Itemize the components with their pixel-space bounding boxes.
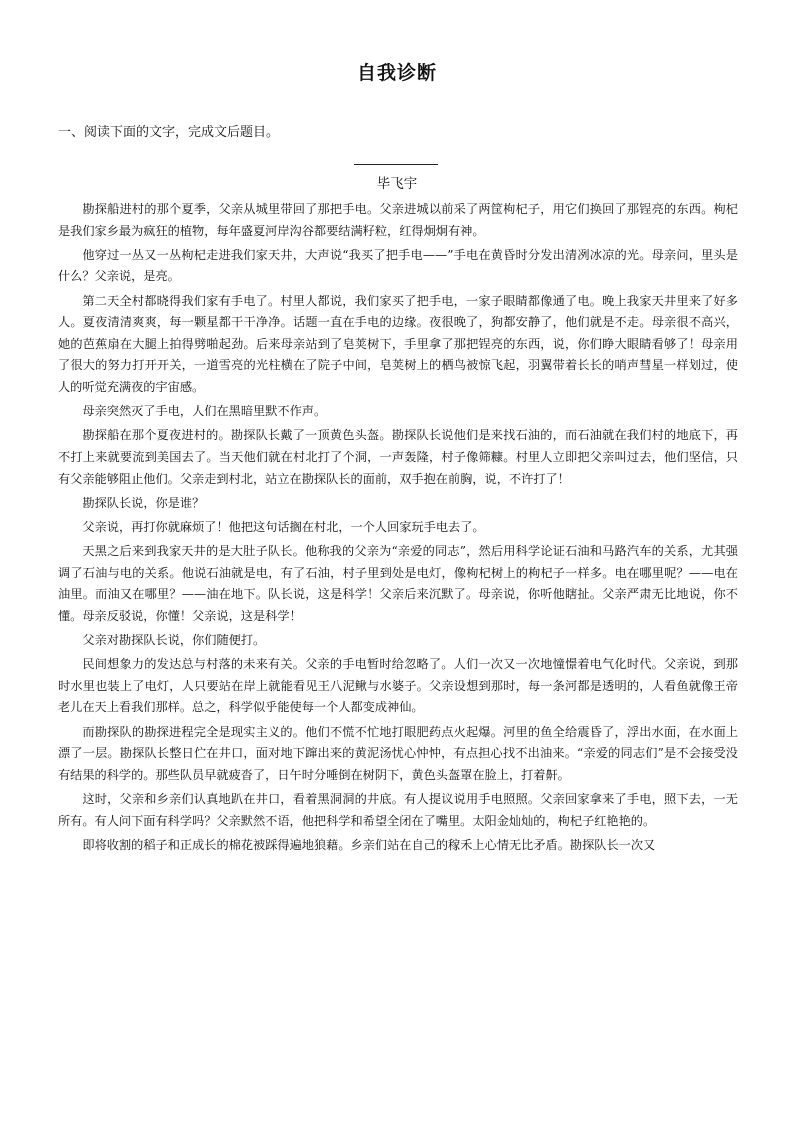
paragraph: 天黑之后来到我家天井的是大肚子队长。他称我的父亲为“亲爱的同志”，然后用科学论证石油和马路汽车的关系，尤其强调了石油与电的关系。他说石油就是电，有了石油，村子里到处是电灯，像枸杞树上的枸杞子一样多。电在哪里呢？——电在油里。而油又在哪里？——油在地下。队长说，这是科学！父亲后来沉默了。母亲说，你听他瞎扯。父亲严肃无比地说，你不懂。母亲反驳说，你懂！父亲说，这是科学！ [58,544,738,623]
paragraph: 勘探船进村的那个夏季，父亲从城里带回了那把手电。父亲进城以前采了两筐枸杞子，用它们换回了那锃亮的东西。枸杞是我们家乡最为疯狂的植物，每年盛夏河岸沟谷都要结满籽粒，红得炯炯有神。 [58,202,738,238]
paragraph: 而勘探队的勘探进程完全是现实主义的。他们不慌不忙地打眼肥药点火起爆。河里的鱼全给震昏了，浮出水面，在水面上漂了一层。勘探队长整日伫在井口，面对地下蹿出来的黄泥汤忧心忡忡，有点担心找不出油来。“亲爱的同志们”是不会接受没有结果的科学的。那些队员早就疲沓了，日午时分唾倒在树阴下，黄色头盔罩在脸上，打着鼾。 [58,724,738,782]
paragraph: 父亲说，再打你就麻烦了！他把这句话搁在村北，一个人回家玩手电去了。 [82,519,485,534]
paragraph: 第二天全村都晓得我们家有手电了。村里人都说，我们家买了把手电，一家子眼睛都像通了电。晚上我家天井里来了好多人。夏夜清清爽爽，每一颗星都干干净净。话题一直在手电的边缘。夜很晚了，狗都安静了，他们就是不走。母亲很不高兴，她的芭蕉扇在大腿上拍得劈啪起劲。后来母亲站到了皂荚树下，手里拿了那把锃亮的东西，说，你们睁大眼睛看够了！母亲用了很大的努力打开开关，一道雪亮的光柱横在了院子中间，皂荚树上的栖鸟被惊飞起，羽翼带着长长的哨声彗星一样划过，使人的听觉充满夜的宇宙感。 [58,293,738,394]
paragraph: 民间想象力的发达总与村落的未来有关。父亲的手电暂时给忽略了。人们一次又一次地憧憬着电气化时代。父亲说，到那时水里也装上了电灯，人只要站在岸上就能看见王八泥鳅与水婆子。父亲设想到那时，每一条河都是透明的，人看鱼就像王帝老儿在天上看我们那样。总之，科学似乎能使每一个人都变成神仙。 [58,657,738,715]
paragraph: 即将收割的稻子和正成长的棉花被踩得遍地狼藉。乡亲们站在自己的稼禾上心情无比矛盾。勘探队长一次又 [82,837,656,852]
article-title-blank-line [354,164,438,165]
paragraph: 勘探船在那个夏夜进村的。勘探队长戴了一顶黄色头盔。勘探队长说他们是来找石油的，而石油就在我们村的地底下，再不打上来就要流到美国去了。当天他们就在村北打了个洞，一声轰隆，村子像筛糠。村里人立即把父亲叫过去，他们坚信，只有父亲能够阻止他们。父亲走到村北，站立在勘探队长的面前，双手抱在前胸，说，不许打了！ [58,428,738,486]
paragraph: 父亲对勘探队长说，你们随便打。 [82,633,266,648]
question-instruction: 一、阅读下面的文字，完成文后题目。 [58,125,280,140]
document-title: 自我诊断 [356,62,437,84]
paragraph: 勘探队长说，你是谁？ [82,495,205,510]
paragraph: 母亲突然灭了手电，人们在黑暗里默不作声。 [82,404,327,419]
paragraph: 他穿过一丛又一丛枸杞走进我们家天井，大声说“我买了把手电——”手电在黄昏时分发出清冽冰凉的光。母亲问，里头是什么？父亲说，是亮。 [58,247,738,284]
article-author: 毕飞宇 [376,176,418,192]
article-body [58,199,738,859]
paragraph: 这时，父亲和乡亲们认真地趴在井口，看着黑洞洞的井底。有人提议说用手电照照。父亲回家拿来了手电，照下去，一无所有。有人问下面有科学吗？父亲默然不语，他把科学和希望全闭在了嘴里。太阳金灿灿的，枸杞子红艳艳的。 [58,791,738,828]
